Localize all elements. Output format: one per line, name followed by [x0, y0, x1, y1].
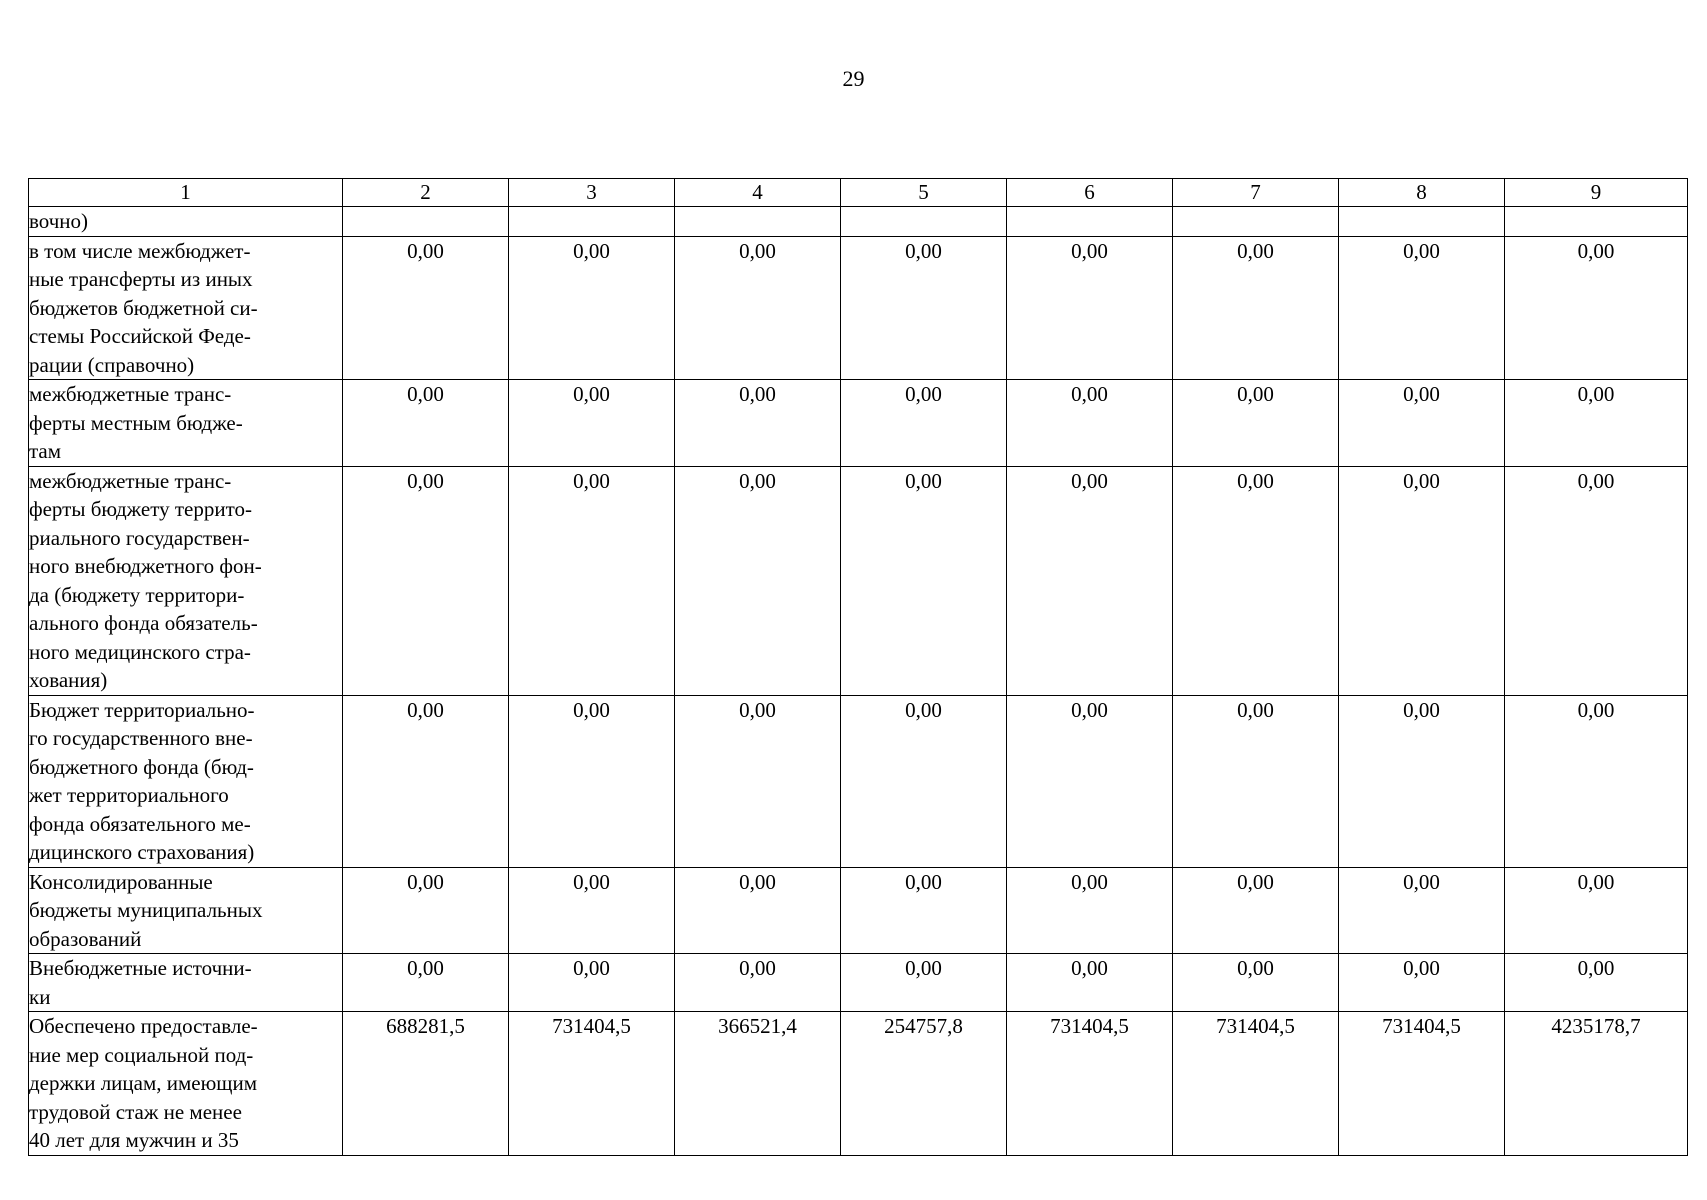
value-cell: 0,00: [1173, 867, 1339, 954]
column-header: 7: [1173, 179, 1339, 207]
column-header: 4: [675, 179, 841, 207]
value-cell: 0,00: [1007, 954, 1173, 1012]
value-cell: 366521,4: [675, 1012, 841, 1156]
value-cell: 0,00: [1173, 380, 1339, 467]
budget-table: [28, 178, 1688, 1156]
value-cell: 0,00: [509, 236, 675, 380]
value-cell: 731404,5: [1173, 1012, 1339, 1156]
row-label: межбюджетные транс- ферты бюджету террито- риального государствен- ного внебюджетного фон- да (бюджету территори- ального фонда обязатель- ного медицинского стра- хования): [29, 466, 343, 695]
value-cell: 0,00: [509, 466, 675, 695]
value-cell: 731404,5: [1007, 1012, 1173, 1156]
table-row: [29, 954, 1688, 1012]
column-header: 1: [29, 179, 343, 207]
value-cell: 0,00: [1007, 466, 1173, 695]
value-cell: 0,00: [841, 380, 1007, 467]
table-row: [29, 207, 1688, 237]
value-cell: 0,00: [509, 380, 675, 467]
value-cell: 0,00: [1505, 867, 1688, 954]
value-cell: 0,00: [343, 236, 509, 380]
value-cell: 0,00: [1173, 236, 1339, 380]
value-cell: 0,00: [1339, 380, 1505, 467]
value-cell: 0,00: [675, 954, 841, 1012]
value-cell: 0,00: [1173, 954, 1339, 1012]
value-cell: 0,00: [509, 867, 675, 954]
value-cell: 0,00: [343, 867, 509, 954]
value-cell: 0,00: [1339, 466, 1505, 695]
value-cell: 0,00: [1007, 695, 1173, 867]
row-label: Внебюджетные источни- ки: [29, 954, 343, 1012]
value-cell: 0,00: [1339, 695, 1505, 867]
row-label: вочно): [29, 207, 343, 237]
value-cell: 0,00: [675, 380, 841, 467]
value-cell: 0,00: [1007, 236, 1173, 380]
table-row: [29, 466, 1688, 695]
value-cell: 0,00: [1505, 466, 1688, 695]
value-cell: [841, 207, 1007, 237]
value-cell: 0,00: [1339, 867, 1505, 954]
column-header: 5: [841, 179, 1007, 207]
value-cell: 0,00: [343, 695, 509, 867]
value-cell: 0,00: [1173, 695, 1339, 867]
value-cell: 0,00: [343, 466, 509, 695]
table-row: [29, 695, 1688, 867]
value-cell: 0,00: [1339, 236, 1505, 380]
value-cell: 0,00: [1007, 867, 1173, 954]
value-cell: 0,00: [841, 236, 1007, 380]
value-cell: 731404,5: [509, 1012, 675, 1156]
value-cell: 0,00: [841, 466, 1007, 695]
value-cell: 0,00: [675, 466, 841, 695]
value-cell: 0,00: [675, 236, 841, 380]
value-cell: [1505, 207, 1688, 237]
value-cell: 0,00: [1007, 380, 1173, 467]
value-cell: 0,00: [1173, 466, 1339, 695]
table-row: [29, 236, 1688, 380]
column-header: 6: [1007, 179, 1173, 207]
table-body: [29, 207, 1688, 1156]
value-cell: 0,00: [1505, 695, 1688, 867]
value-cell: 0,00: [509, 954, 675, 1012]
table-row: [29, 380, 1688, 467]
value-cell: 688281,5: [343, 1012, 509, 1156]
value-cell: 0,00: [1505, 236, 1688, 380]
value-cell: 0,00: [841, 867, 1007, 954]
value-cell: 0,00: [1505, 380, 1688, 467]
value-cell: 0,00: [675, 867, 841, 954]
value-cell: [1173, 207, 1339, 237]
row-label: Консолидированные бюджеты муниципальных образований: [29, 867, 343, 954]
value-cell: [675, 207, 841, 237]
column-header: 8: [1339, 179, 1505, 207]
value-cell: [1007, 207, 1173, 237]
row-label: Бюджет территориально- го государственного вне- бюджетного фонда (бюд- жет территориального фонда обязательного ме- дицинского страхования): [29, 695, 343, 867]
column-header: 3: [509, 179, 675, 207]
value-cell: 0,00: [841, 695, 1007, 867]
header-row: [29, 179, 1688, 207]
value-cell: [509, 207, 675, 237]
value-cell: 0,00: [1505, 954, 1688, 1012]
value-cell: 0,00: [343, 954, 509, 1012]
value-cell: 0,00: [343, 380, 509, 467]
row-label: межбюджетные транс- ферты местным бюдже- там: [29, 380, 343, 467]
column-header: 2: [343, 179, 509, 207]
row-label: Обеспечено предоставле- ние мер социальной под- держки лицам, имеющим трудовой стаж не менее 40 лет для мужчин и 35: [29, 1012, 343, 1156]
table-row: [29, 1012, 1688, 1156]
value-cell: 0,00: [1339, 954, 1505, 1012]
value-cell: 254757,8: [841, 1012, 1007, 1156]
value-cell: 0,00: [509, 695, 675, 867]
value-cell: 0,00: [841, 954, 1007, 1012]
value-cell: [343, 207, 509, 237]
value-cell: 731404,5: [1339, 1012, 1505, 1156]
value-cell: 0,00: [675, 695, 841, 867]
value-cell: [1339, 207, 1505, 237]
column-header: 9: [1505, 179, 1688, 207]
page-number: 29: [842, 66, 865, 91]
value-cell: 4235178,7: [1505, 1012, 1688, 1156]
row-label: в том числе межбюджет- ные трансферты из иных бюджетов бюджетной си- стемы Российской Феде- рации (справочно): [29, 236, 343, 380]
table-row: [29, 867, 1688, 954]
